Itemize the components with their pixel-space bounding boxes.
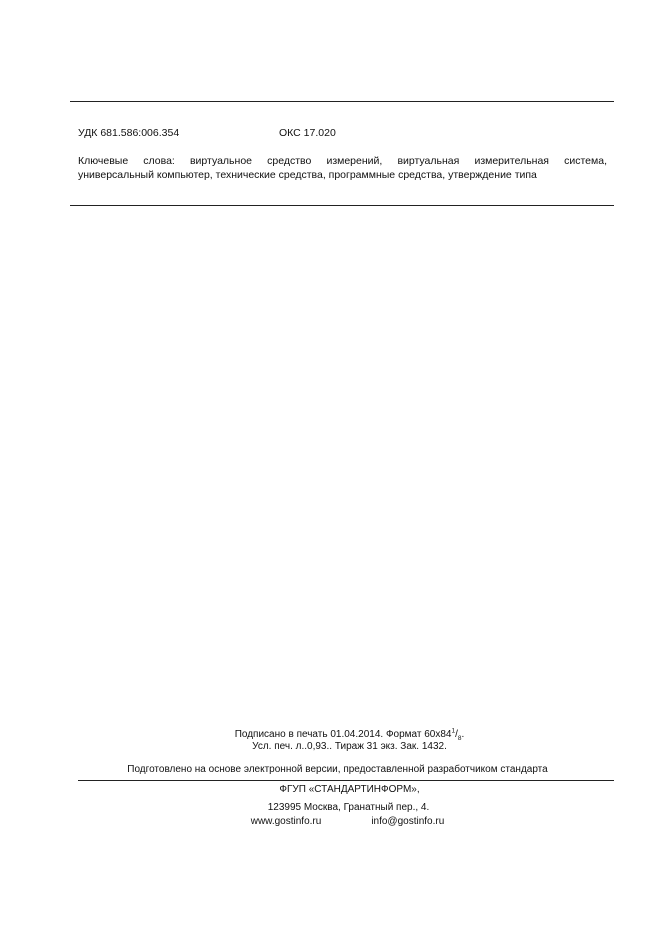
format-sup: 1	[451, 727, 456, 735]
prepared-note: Подготовлено на основе электронной версии, предоставленной разработчиком стандарта	[127, 764, 548, 775]
email-link[interactable]: info@gostinfo.ru	[371, 816, 445, 827]
print-info: Усл. печ. л..0,93.. Тираж 31 экз. Зак. 1432.	[252, 741, 447, 752]
top-rule	[70, 101, 614, 102]
contacts	[17, 815, 661, 828]
website-link[interactable]: www.gostinfo.ru	[250, 816, 322, 827]
signed-text: Подписано в печать 01.04.2014. Формат 60x84	[234, 729, 452, 740]
publisher-name: ФГУП «СТАНДАРТИНФОРМ»,	[279, 784, 420, 795]
format-sub: 8	[457, 735, 462, 742]
keywords-line-2: универсальный компьютер, технические средства, программные средства, утверждение типа	[78, 169, 537, 181]
signed-info: Подписано в печать 01.04.2014. Формат $60x84^1/_8$.	[234, 727, 465, 742]
oks-code: ОКС 17.020	[279, 127, 336, 139]
imprint-rule	[78, 780, 614, 781]
keywords-bottom-rule	[70, 205, 614, 206]
keywords-block	[78, 154, 607, 182]
format-end: .	[461, 729, 465, 740]
udk-code: УДК 681.586:006.354	[78, 127, 180, 139]
publisher-address: 123995 Москва, Гранатный пер., 4.	[267, 802, 430, 813]
keywords-line-1: Ключевые слова: виртуальное средство измерений, виртуальная измерительная система,	[78, 155, 607, 167]
